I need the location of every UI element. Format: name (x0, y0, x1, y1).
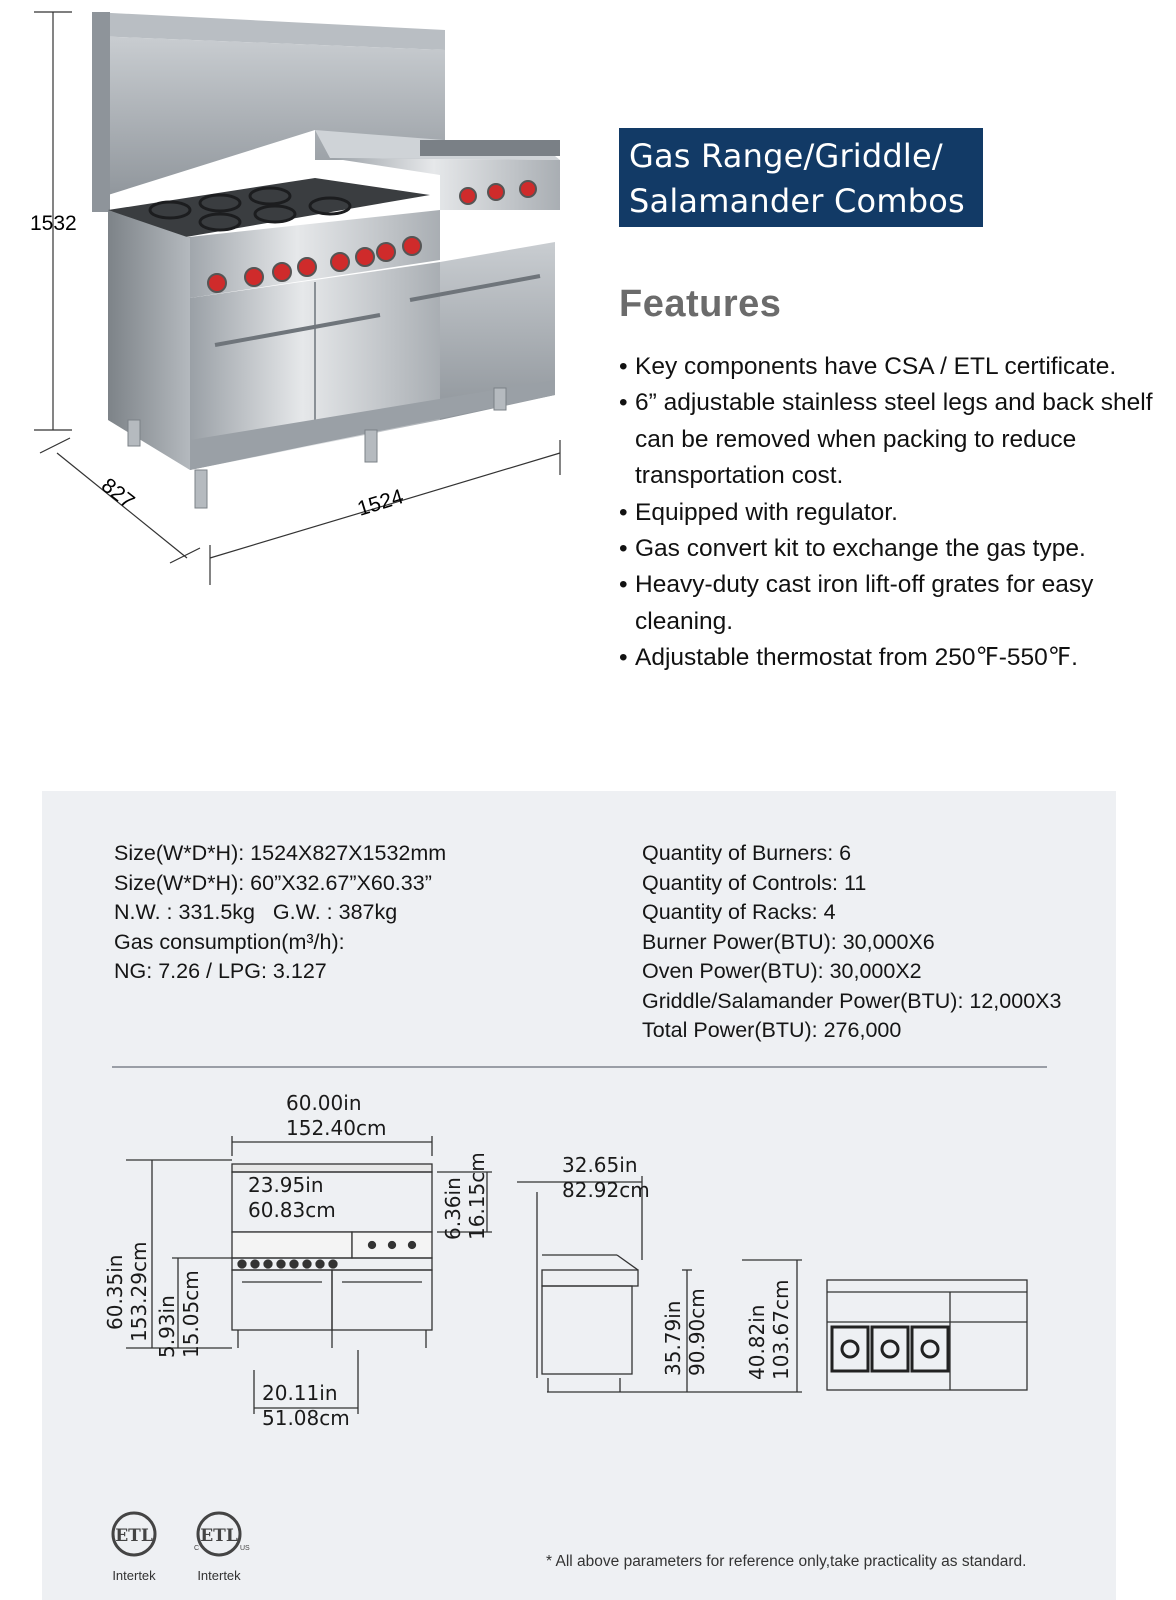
spec-item: Total Power(BTU): 276,000 (642, 1018, 902, 1042)
dim-shelf-height-cm: 16.15cm (465, 1152, 489, 1240)
width-label: 1524 (354, 485, 407, 521)
etl-logo-text: ETL (200, 1526, 238, 1546)
technical-drawings (42, 1080, 1116, 1450)
dim-oven-width-cm: 51.08cm (262, 1406, 350, 1430)
spec-item: Quantity of Controls: 11 (642, 870, 867, 895)
dim-work-height-in: 35.79in (661, 1300, 685, 1376)
asterisk-icon: * (546, 1553, 553, 1570)
etl-listed-c-us-icon (194, 1513, 250, 1583)
height-label: 1532 (30, 212, 77, 235)
top-view-drawing (827, 1280, 1027, 1390)
c-mark: C (194, 1545, 200, 1552)
feature-item: • 6” adjustable stainless steel legs and back shelf can be removed when packing to reduce transportation cost. (619, 385, 1159, 494)
dim-overall-height-in: 60.35in (103, 1254, 127, 1330)
spec-item: Oven Power(BTU): 30,000X2 (642, 959, 922, 983)
dim-oven-width-in: 20.11in (262, 1381, 338, 1405)
us-mark: US (240, 1545, 250, 1552)
dim-griddle-height-cm: 103.67cm (769, 1279, 793, 1380)
dim-overall-width-cm: 152.40cm (286, 1116, 387, 1140)
features-heading: Features (619, 283, 782, 325)
features-list (619, 349, 1159, 677)
spec-item: Griddle/Salamander Power(BTU): 12,000X3 (642, 988, 1062, 1013)
feature-item: • Heavy-duty cast iron lift-off grates for easy cleaning. (619, 567, 1159, 640)
intertek-label: Intertek (197, 1568, 241, 1583)
dim-depth-in: 32.65in (562, 1153, 638, 1177)
depth-label: 827 (96, 473, 139, 514)
etl-listed-icon (112, 1513, 156, 1583)
feature-item: • Adjustable thermostat from 250℉-550℉. (619, 640, 1159, 676)
dim-griddle-width-in: 23.95in (248, 1173, 324, 1197)
dim-leg-height-cm: 15.05cm (179, 1270, 203, 1358)
dim-depth-cm: 82.92cm (562, 1178, 650, 1202)
disclaimer-text: All above parameters for reference only,take practicality as standard. (555, 1553, 1027, 1570)
dim-shelf-height-in: 6.36in (441, 1177, 465, 1240)
side-view-drawing (537, 1192, 638, 1392)
product-image (20, 0, 600, 600)
dim-leg-height-in: 5.93in (155, 1295, 179, 1358)
etl-logo-text: ETL (115, 1526, 153, 1546)
intertek-label: Intertek (112, 1568, 156, 1583)
spec-item: NG: 7.26 / LPG: 3.127 (114, 959, 327, 983)
dim-overall-height-cm: 153.29cm (127, 1241, 151, 1342)
spec-item: Size(W*D*H): 1524X827X1532mm (114, 841, 447, 865)
spec-item: N.W. : 331.5kg G.W. : 387kg (114, 900, 398, 924)
spec-item: Gas consumption(m³/h): (114, 929, 345, 954)
feature-item: • Equipped with regulator. (619, 495, 1159, 531)
title-banner (619, 128, 983, 227)
dim-griddle-width-cm: 60.83cm (248, 1198, 336, 1222)
divider (112, 1066, 1047, 1068)
feature-item: • Key components have CSA / ETL certificate. (619, 349, 1159, 385)
spec-item: Burner Power(BTU): 30,000X6 (642, 929, 935, 954)
dim-overall-width-in: 60.00in (286, 1091, 362, 1115)
spec-list-right (642, 839, 1061, 1046)
spec-list-left (114, 839, 446, 987)
disclaimer (546, 1553, 1026, 1571)
certification-logos (110, 1508, 270, 1588)
title-line-2: Salamander Combos (629, 182, 965, 220)
spec-item: Size(W*D*H): 60”X32.67”X60.33” (114, 870, 432, 895)
spec-item: Quantity of Burners: 6 (642, 841, 852, 865)
title-line-1: Gas Range/Griddle/ (629, 137, 943, 175)
dim-work-height-cm: 90.90cm (685, 1288, 709, 1376)
feature-item: • Gas convert kit to exchange the gas type. (619, 531, 1159, 567)
spec-item: Quantity of Racks: 4 (642, 900, 836, 924)
dim-griddle-height-in: 40.82in (745, 1304, 769, 1380)
